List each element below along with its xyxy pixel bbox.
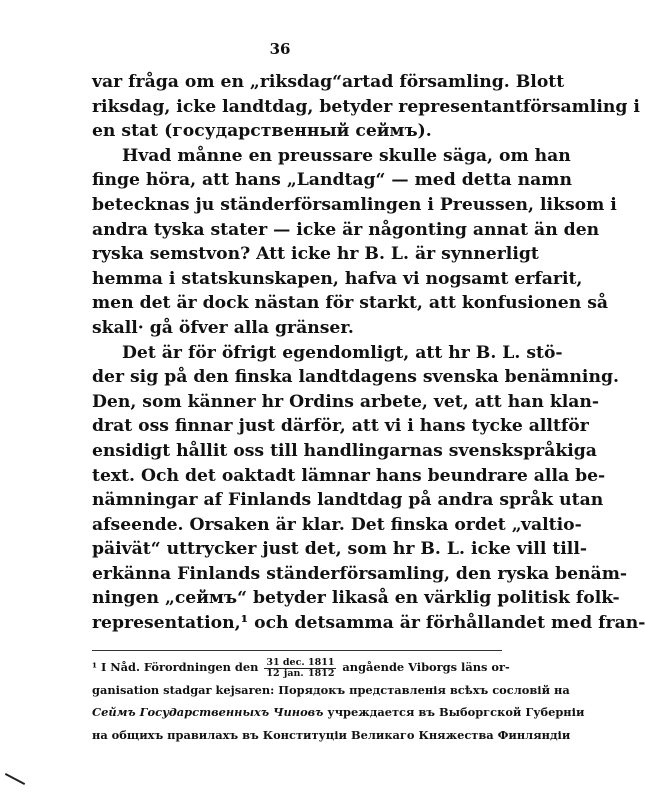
footnote-divider <box>92 650 502 651</box>
text-line: betecknas ju ständerförsamlingen i Preussen, liksom i <box>92 194 617 215</box>
text-line: skall· gå öfver alla gränser. <box>92 317 354 338</box>
footnote-line: на общихъ правилахъ въ Конституціи Великаго Княжества Финляндіи <box>92 727 571 742</box>
footnote-line <box>92 656 510 679</box>
page-number: 36 <box>269 40 291 58</box>
text-line: text. Och det oaktadt lämnar hans beundrare alla be- <box>92 465 606 486</box>
text-line: ningen „сеймъ“ betyder likaså en värklig politisk folk- <box>92 588 620 609</box>
footnote-line: ganisation stadgar kejsaren: Порядокъ представленія всѣхъ сословій на <box>92 682 570 697</box>
fraction-denominator: 12 jan. 1812 <box>266 667 335 679</box>
text-line: finge höra, att hans „Landtag“ — med detta namn <box>92 170 572 191</box>
footnote-line <box>92 701 585 724</box>
footnote-text: учреждается въ Выборгской Губерніи <box>323 705 585 719</box>
text-line: Hvad månne en preussare skulle säga, om han <box>122 145 571 166</box>
text-line: afseende. Orsaken är klar. Det finska ordet „valtio- <box>92 514 582 535</box>
text-line: Den, som känner hr Ordins arbete, vet, att han klan- <box>92 391 600 412</box>
text-line: en stat (государственный сеймъ). <box>92 121 432 142</box>
text-line: der sig på den finska landtdagens svenska benämning. <box>92 367 619 388</box>
scan-mark <box>5 773 25 785</box>
footnote <box>92 656 585 746</box>
body-text <box>92 70 645 636</box>
text-line: men det är dock nästan för starkt, att konfusionen så <box>92 293 609 314</box>
footnote-text: angående Viborgs läns or- <box>342 660 510 674</box>
footnote-italic-text: Сеймъ Государственныхъ Чиновъ <box>92 705 324 719</box>
text-line: nämningar af Finlands landtdag på andra språk utan <box>92 490 604 511</box>
text-line: representation,¹ och detsamma är förhållandet med fran- <box>92 613 645 634</box>
text-line: andra tyska stater — icke är någonting annat än den <box>92 219 600 240</box>
text-line: drat oss finnar just därför, att vi i hans tycke alltför <box>92 416 589 437</box>
fraction-numerator: 31 dec. 1811 <box>266 656 335 668</box>
text-line: erkänna Finlands ständerförsamling, den ryska benäm- <box>92 563 628 584</box>
footnote-text: ¹ I Nåd. Förordningen den <box>92 660 259 674</box>
text-line: riksdag, icke landtdag, betyder representantförsamling i <box>92 96 640 117</box>
text-line: ensidigt hållit oss till handlingarnas svenskspråkiga <box>92 440 597 461</box>
text-line: hemma i statskunskapen, hafva vi nogsamt erfarit, <box>92 268 583 289</box>
text-line: ryska semstvon? Att icke hr B. L. är synnerligt <box>92 244 539 265</box>
date-fraction <box>264 658 336 679</box>
text-line: Det är för öfrigt egendomligt, att hr B. L. stö- <box>122 342 563 363</box>
text-line: päivät“ uttrycker just det, som hr B. L. icke vill till- <box>92 539 587 560</box>
text-line: var fråga om en „riksdag“artad församling. Blott <box>92 72 565 92</box>
